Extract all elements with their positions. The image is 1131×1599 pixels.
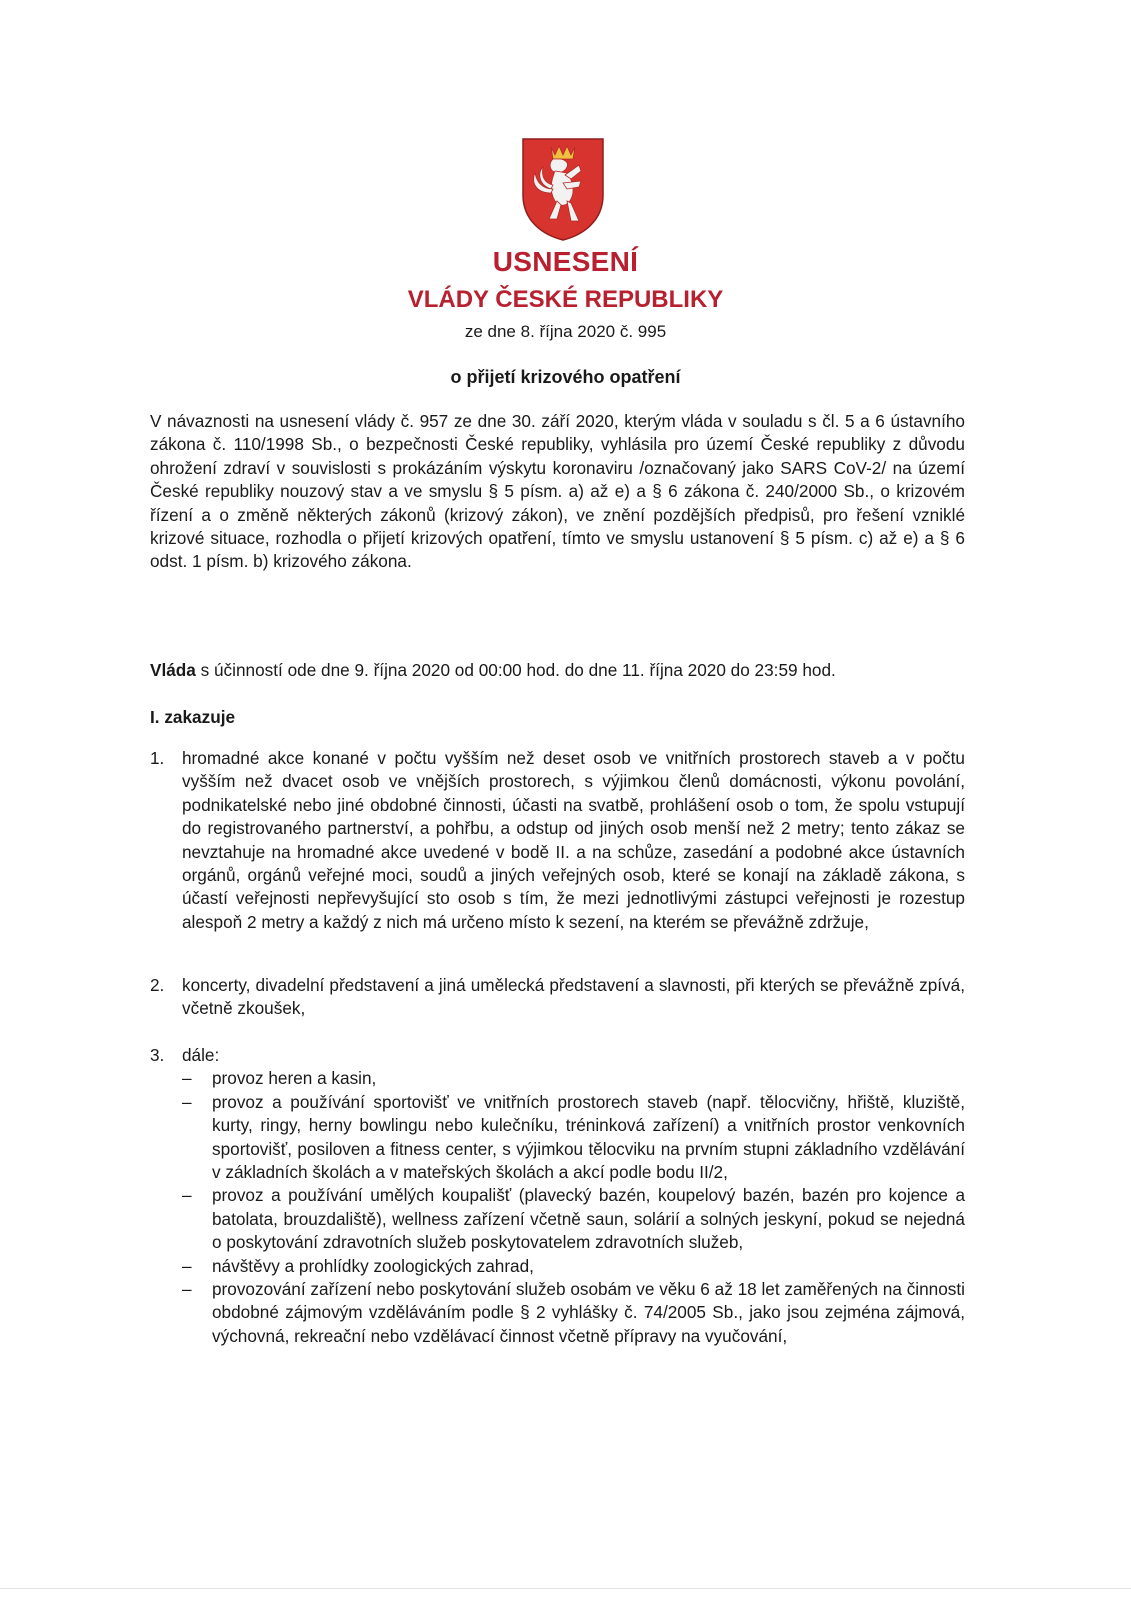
intro-paragraph: V návaznosti na usnesení vlády č. 957 ze dne 30. září 2020, kterým vláda v souladu s čl. 5 a 6 ústavního zákona č. 110/1998 Sb., o bezpečnosti České republiky, vyhlásila pro území České republiky z důvodu ohrožení zdraví v souvislosti s prokázáním výskytu koronaviru /označovaný jako SARS CoV-2/ na území České republiky nouzový stav a ve smyslu § 5 písm. a) až e) a § 6 zákona č. 240/2000 Sb., o krizovém řízení a o změně některých zákonů (krizový zákon), ve znění pozdějších předpisů, pro řešení vzniklé krizové situace, rozhodla o přijetí krizových opatření, tímto ve smyslu ustanovení § 5 písm. c) až e) a § 6 odst. 1 písm. b) krizového zákona. <box>150 411 965 572</box>
resolution-date-number: ze dne 8. října 2020 č. 995 <box>464 322 667 341</box>
sub-item <box>182 1255 965 1278</box>
sub-item <box>182 1067 965 1090</box>
sub-item-text: provoz a používání umělých koupališť (plavecký bazén, koupelový bazén, bazén pro kojence a batolata, brouzdaliště), wellness zařízení včetně saun, solárií a solných jeskyní, pokud se nejedná o poskytování zdravotních služeb poskytovatelem zdravotních služeb, <box>212 1185 965 1253</box>
sub-item <box>182 1278 965 1348</box>
item-number: 1. <box>150 748 165 768</box>
dash-bullet: – <box>182 1185 192 1206</box>
effective-period-subject: Vláda <box>150 660 196 680</box>
dash-bullet: – <box>182 1091 192 1112</box>
section-heading: I. zakazuje <box>150 707 236 727</box>
list-item <box>150 747 965 934</box>
sub-item-text: provoz a používání sportovišť ve vnitřních prostorech staveb (např. tělocvičny, hřiště, kluziště, kurty, ringy, herny bowlingu nebo kulečníku, tréninková zařízení) a vnitřních prostor venkovních sportovišť, posiloven a fitness center, s výjimkou tělocviku na prvním stupni základního vzdělávání v základních školách a v mateřských školách a akcí podle bodu II/2, <box>212 1091 965 1183</box>
sub-item-text: návštěvy a prohlídky zoologických zahrad, <box>212 1255 534 1276</box>
dash-bullet: – <box>182 1279 192 1300</box>
page-bottom-edge <box>0 1588 1131 1589</box>
item-text: koncerty, divadelní představení a jiná umělecká představení a slavnosti, při kterých se převážně zpívá, včetně zkoušek, <box>182 975 965 1019</box>
document-title: USNESENÍ <box>492 246 639 277</box>
item-number: 2. <box>150 975 165 995</box>
dash-bullet: – <box>182 1255 192 1276</box>
resolution-subject: o přijetí krizového opatření <box>450 367 681 387</box>
czech-coat-of-arms-icon <box>521 137 605 241</box>
sub-item <box>182 1184 965 1254</box>
sub-item-list <box>150 1067 965 1348</box>
item-number: 3. <box>150 1045 165 1065</box>
effective-period-text: s účinností ode dne 9. října 2020 od 00:00 hod. do dne 11. října 2020 do 23:59 hod. <box>195 660 836 680</box>
item-text: hromadné akce konané v počtu vyšším než deset osob ve vnitřních prostorech staveb a v počtu vyšším než dvacet osob ve vnějších prostorech, s výjimkou členů domácnosti, výkonu povolání, podnikatelské nebo jiné obdobné činnosti, účasti na svatbě, prohlášení osob o tom, že spolu vstupují do registrovaného partnerství, a pohřbu, a odstup od jiných osob menší než 2 metry; tento zákaz se nevztahuje na hromadné akce uvedené v bodě II. a na schůze, zasedání a podobné akce ústavních orgánů, orgánů veřejné moci, soudů a jiných veřejných osob, které se konají na základě zákona, s účastí veřejnosti nepřevyšující sto osob s tím, že mezi jednotlivými zástupci veřejnosti je rozestup alespoň 2 metry a každý z nich má určeno místo k sezení, na kterém se převážně zdržuje, <box>182 748 965 932</box>
sub-item-text: provozování zařízení nebo poskytování služeb osobám ve věku 6 až 18 let zaměřených na činnosti obdobné zájmovým vzděláváním podle § 2 vyhlášky č. 74/2005 Sb., jako jsou zejména zájmová, výchovná, rekreační nebo vzdělávací činnost včetně přípravy na vyučování, <box>212 1279 965 1346</box>
sub-item <box>182 1091 965 1185</box>
list-item <box>150 1044 965 1348</box>
sub-item-text: provoz heren a kasin, <box>212 1068 377 1089</box>
dash-bullet: – <box>182 1068 192 1089</box>
item-text: dále: <box>182 1045 220 1065</box>
issuing-authority: VLÁDY ČESKÉ REPUBLIKY <box>407 286 724 313</box>
list-item <box>150 974 965 1021</box>
effective-period <box>150 660 836 681</box>
